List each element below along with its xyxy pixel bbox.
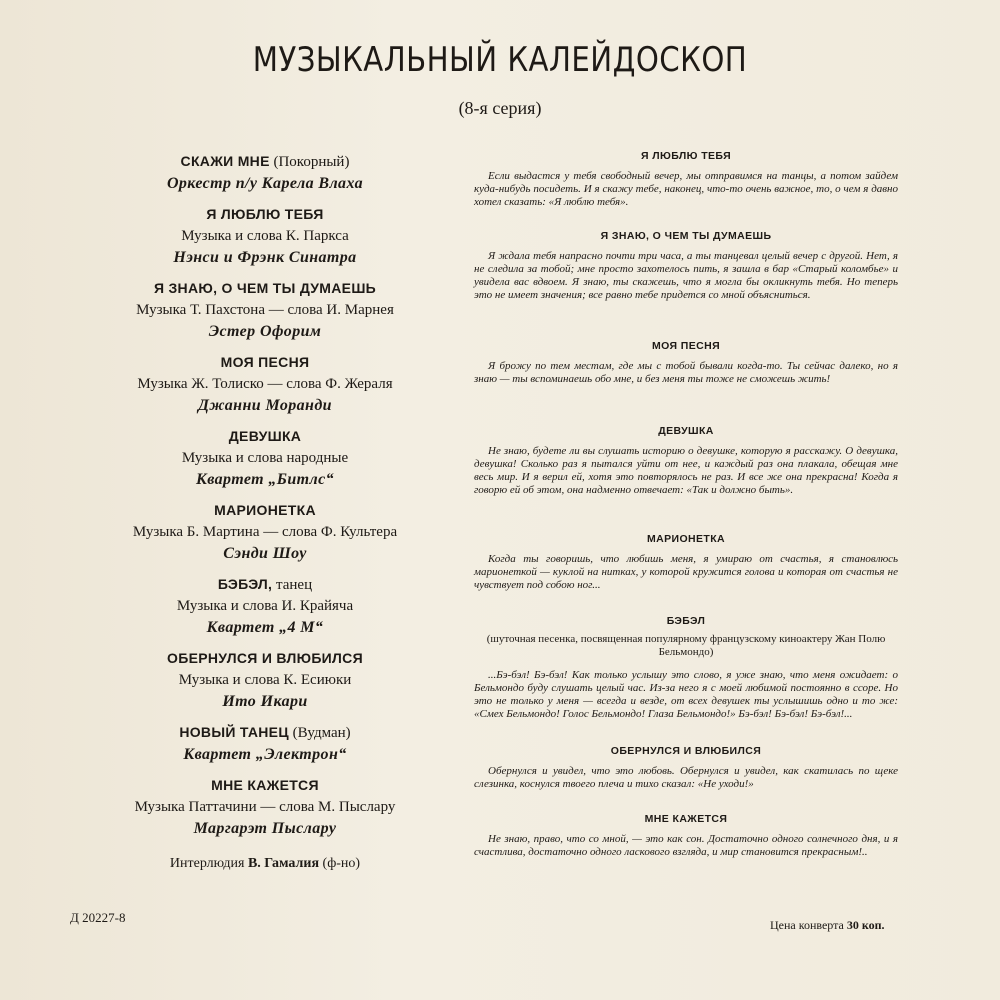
- lyrics-text: Обернулся и увидел, что это любовь. Обернулся и увидел, как скатилась по щеке слезинка, коснулся твоего плеча и тихо сказал: «Не уходи!»: [474, 765, 898, 790]
- track-performer: Джанни Моранди: [198, 397, 332, 414]
- lyrics-heading: ДЕВУШКА: [658, 425, 714, 437]
- lyrics-section: [474, 745, 898, 813]
- lyrics-text: ...Бэ-бэл! Бэ-бэл! Как только услышу это слово, я уже знаю, что меня ожидает: о Бельмондо буду слушать целый час. Из-за него я с моей любимой постоянно в ссоре. Но это не только у меня — всегда и везде, от всех девушек ты услышишь одно и то же: «Смех Бельмондо! Голос Бельмондо! Глаза Бельмондо!» Бэ-бэл! Бэ-бэл! Бэ-бэл!...: [474, 669, 898, 720]
- lyrics-section: [474, 340, 898, 425]
- track-authors: Музыка и слова К. Паркса: [181, 228, 349, 244]
- track-item: [70, 203, 460, 269]
- track-authors: Музыка Ж. Толиско — слова Ф. Жераля: [137, 376, 393, 392]
- track-authors: Музыка и слова народные: [181, 450, 349, 466]
- lyrics-section: [474, 425, 898, 533]
- interlude-credit: [70, 856, 460, 872]
- track-name: ДЕВУШКА: [228, 428, 302, 444]
- lyrics-note: (шуточная песенка, посвященная популярному французскому киноактеру Жан Полю Бельмондо): [486, 633, 886, 658]
- lyrics-heading: Я ЗНАЮ, О ЧЕМ ТЫ ДУМАЕШЬ: [600, 230, 772, 242]
- price-prefix: Цена конверта: [770, 918, 847, 932]
- lyrics-text: Я брожу по тем местам, где мы с тобой бывали когда-то. Ты сейчас далеко, но я знаю — ты вспоминаешь обо мне, и без меня ты тоже не сможешь жить!: [474, 360, 898, 385]
- track-item: [70, 774, 460, 840]
- interlude-performer: В. Гамалия: [247, 856, 320, 871]
- lyrics-heading: МАРИОНЕТКА: [646, 533, 726, 545]
- track-title: [70, 203, 460, 226]
- track-item: [70, 647, 460, 713]
- album-title: МУЗЫКАЛЬНЫЙ КАЛЕЙДОСКОП: [252, 40, 748, 80]
- track-title: [70, 277, 460, 300]
- track-name: МАРИОНЕТКА: [214, 502, 316, 518]
- catalog-number: Д 20227-8: [70, 910, 126, 925]
- track-title: [70, 499, 460, 522]
- lyrics-section: [474, 615, 898, 745]
- track-list: [70, 150, 460, 848]
- track-performer: Квартет „Битлс“: [195, 471, 335, 488]
- lyrics-text: Если выдастся у тебя свободный вечер, мы отправимся на танцы, а потом зайдем куда-нибудь посидеть. И я скажу тебе, наконец, что-то очень важное, то, о чем я давно хотел сказать: «Я люблю тебя».: [474, 170, 898, 208]
- track-item: [70, 277, 460, 343]
- track-title-extra: танец: [272, 577, 313, 593]
- interlude-prefix: Интерлюдия: [169, 856, 248, 871]
- lyrics-column: [474, 150, 898, 859]
- lyrics-heading: БЭБЭЛ: [666, 615, 706, 627]
- track-authors: Музыка и слова К. Есиюки: [178, 672, 352, 688]
- lyrics-heading: ОБЕРНУЛСЯ И ВЛЮБИЛСЯ: [610, 745, 762, 757]
- track-name: МОЯ ПЕСНЯ: [220, 354, 310, 370]
- track-title: [70, 573, 460, 596]
- price-value: 30 коп.: [846, 918, 885, 932]
- lyrics-heading: МОЯ ПЕСНЯ: [651, 340, 721, 352]
- lyrics-section: [474, 150, 898, 230]
- track-name: Я ЗНАЮ, О ЧЕМ ТЫ ДУМАЕШЬ: [153, 280, 377, 296]
- lyrics-text: Когда ты говоришь, что любишь меня, я умираю от счастья, я становлюсь марионеткой — куклой на нитках, у которой кружится голова и которая от счастья не чувствует под собою ног...: [474, 553, 898, 591]
- track-title: [70, 425, 460, 448]
- track-item: [70, 721, 460, 766]
- track-performer: Квартет „Электрон“: [183, 746, 347, 763]
- track-item: [70, 573, 460, 639]
- track-title: [70, 774, 460, 797]
- track-title-extra: (Вудман): [288, 725, 351, 741]
- lyrics-heading: МНЕ КАЖЕТСЯ: [644, 813, 728, 825]
- track-name: МНЕ КАЖЕТСЯ: [211, 777, 319, 793]
- track-item: [70, 499, 460, 565]
- track-performer: Сэнди Шоу: [223, 545, 307, 562]
- lyrics-section: [474, 533, 898, 615]
- lyrics-text: Я ждала тебя напрасно почти три часа, а ты танцевал целый вечер с другой. Нет, я не следила за тобой; мне просто захотелось пить, я зашла в бар «Старый коломбье» и увидела вас вдвоем. Я знаю, ты скажешь, что я могла бы окликнуть тебя. Но теперь это не имеет значения; все равно тебе придется со мной объясниться.: [474, 250, 898, 301]
- lyrics-text: Не знаю, право, что со мной, — это как сон. Достаточно одного солнечного дня, и я счастлива, достаточно одного ласкового взгляда, и мир становится прекрасным!..: [474, 833, 898, 858]
- track-name: СКАЖИ МНЕ: [180, 153, 270, 169]
- track-performer: Оркестр п/у Карела Влаха: [166, 175, 364, 192]
- track-item: [70, 150, 460, 195]
- track-performer: Квартет „4 М“: [206, 619, 324, 636]
- track-item: [70, 351, 460, 417]
- track-title: [70, 721, 460, 744]
- track-title: [70, 150, 460, 173]
- lyrics-heading: Я ЛЮБЛЮ ТЕБЯ: [640, 150, 732, 162]
- album-subtitle: (8-я серия): [458, 98, 542, 118]
- price-label: [770, 918, 885, 933]
- track-name: Я ЛЮБЛЮ ТЕБЯ: [206, 206, 324, 222]
- track-title: [70, 351, 460, 374]
- lyrics-text: Не знаю, будете ли вы слушать историю о девушке, которую я расскажу. О девушка, девушка! Сколько раз я пытался уйти от нее, и каждый раз она плакала, обещая мне весь мир. И я верил ей, хотя это повторялось не раз. И все же она прекрасна! Когда я говорю ей об этом, она надменно отвечает: «Так и должно быть».: [474, 445, 898, 496]
- track-name: НОВЫЙ ТАНЕЦ: [179, 724, 289, 740]
- track-name: ОБЕРНУЛСЯ И ВЛЮБИЛСЯ: [167, 650, 363, 666]
- track-performer: Нэнси и Фрэнк Синатра: [173, 249, 357, 266]
- track-performer: Маргарэт Пыслару: [193, 820, 337, 837]
- lyrics-section: [474, 230, 898, 340]
- track-name: БЭБЭЛ,: [217, 576, 273, 592]
- track-title: [70, 647, 460, 670]
- interlude-suffix: (ф-но): [319, 856, 361, 871]
- track-item: [70, 425, 460, 491]
- track-authors: Музыка Б. Мартина — слова Ф. Культера: [132, 524, 398, 540]
- track-title-extra: (Покорный): [269, 154, 350, 170]
- lyrics-section: [474, 813, 898, 859]
- track-performer: Эстер Офорим: [208, 323, 322, 340]
- track-authors: Музыка Т. Пахстона — слова И. Марнея: [136, 302, 394, 318]
- track-authors: Музыка Паттачини — слова М. Пыслару: [134, 799, 396, 815]
- track-authors: Музыка и слова И. Крайяча: [176, 598, 354, 614]
- track-performer: Ито Икари: [222, 693, 308, 710]
